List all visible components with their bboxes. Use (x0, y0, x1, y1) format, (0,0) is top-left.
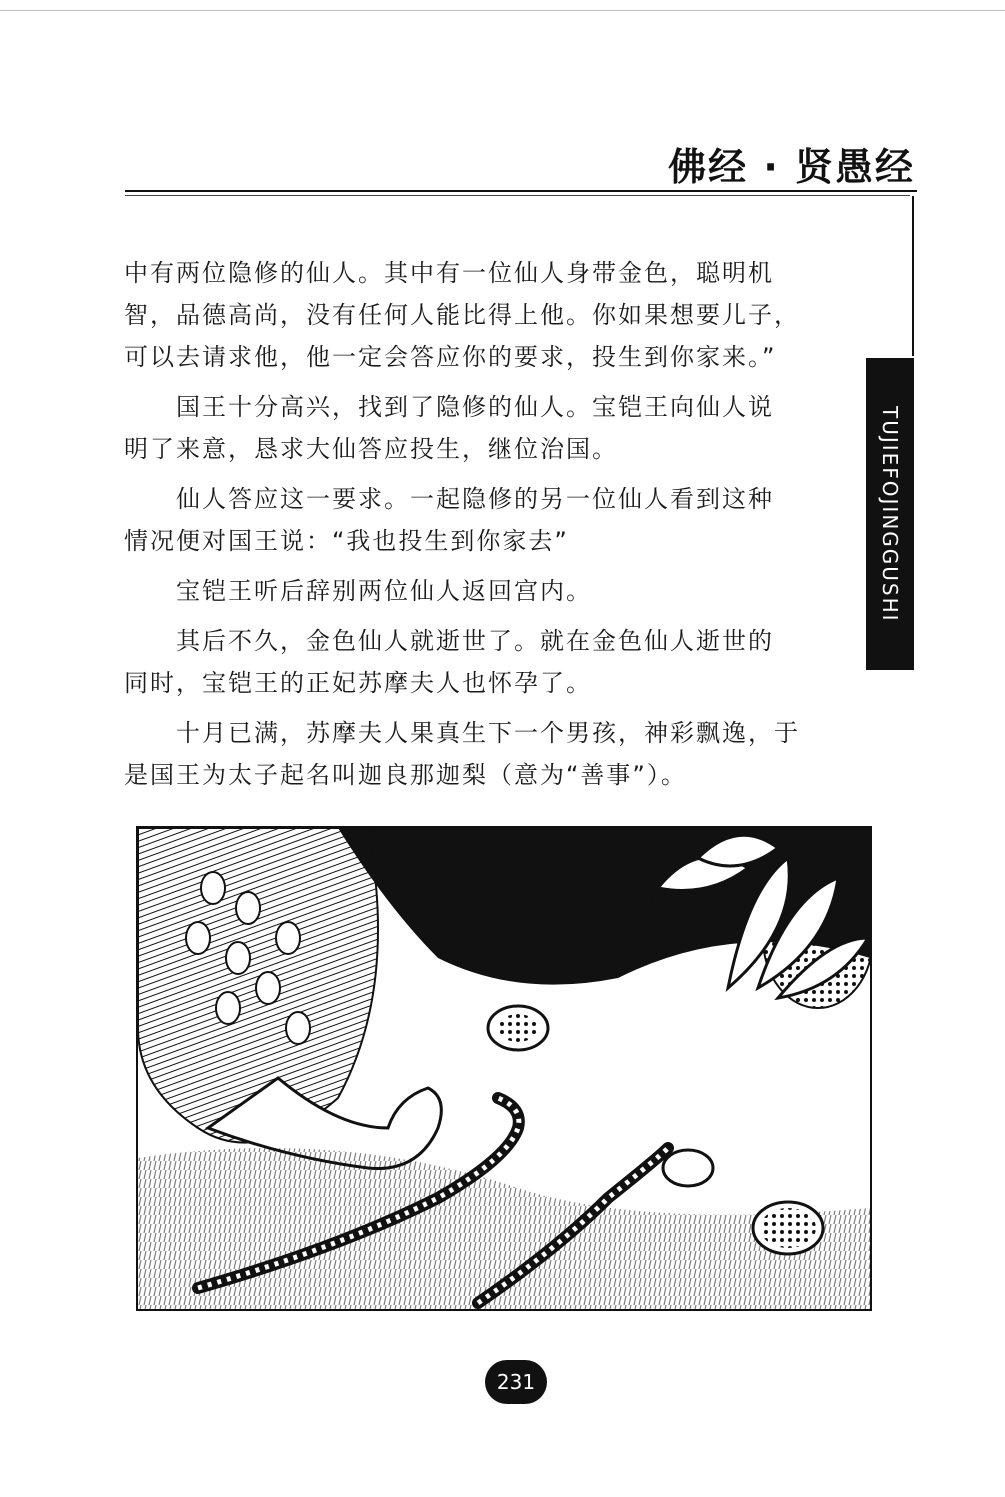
text-line: 智，品德高尚，没有任何人能比得上他。你如果想要儿子， (124, 301, 800, 329)
illustration-drawing (138, 828, 870, 1309)
text-line: 宝铠王听后辞别两位仙人返回宫内。 (124, 577, 592, 605)
header-rule (125, 190, 917, 192)
text-line: 仙人答应这一要求。一起隐修的另一位仙人看到这种 (124, 485, 774, 513)
illustration (136, 826, 872, 1311)
side-tab (866, 358, 914, 670)
side-tab-label: TUJIEFOJINGGUSHI (878, 405, 902, 623)
text-line: 可以去请求他，他一定会答应你的要求，投生到你家来。” (124, 343, 777, 371)
body-text (124, 252, 824, 796)
text-line: 国王十分高兴，找到了隐修的仙人。宝铠王向仙人说 (124, 393, 774, 421)
header-rule-thin (125, 195, 910, 196)
text-line: 同时，宝铠王的正妃苏摩夫人也怀孕了。 (124, 669, 592, 697)
text-line: 情况便对国王说：“我也投生到你家去” (124, 527, 569, 555)
header-rule-vertical (912, 196, 914, 356)
text-line: 是国王为太子起名叫迦良那迦梨（意为“善事”）。 (124, 761, 687, 789)
text-line: 十月已满，苏摩夫人果真生下一个男孩，神彩飘逸，于 (124, 719, 800, 747)
text-line: 中有两位隐修的仙人。其中有一位仙人身带金色，聪明机 (124, 259, 774, 287)
running-header-title: 佛经 · 贤愚经 (668, 145, 915, 189)
page-top-rule (0, 10, 1005, 11)
text-line: 其后不久，金色仙人就逝世了。就在金色仙人逝世的 (124, 627, 774, 655)
page-number: 231 (485, 1360, 547, 1404)
text-line: 明了来意，恳求大仙答应投生，继位治国。 (124, 435, 618, 463)
